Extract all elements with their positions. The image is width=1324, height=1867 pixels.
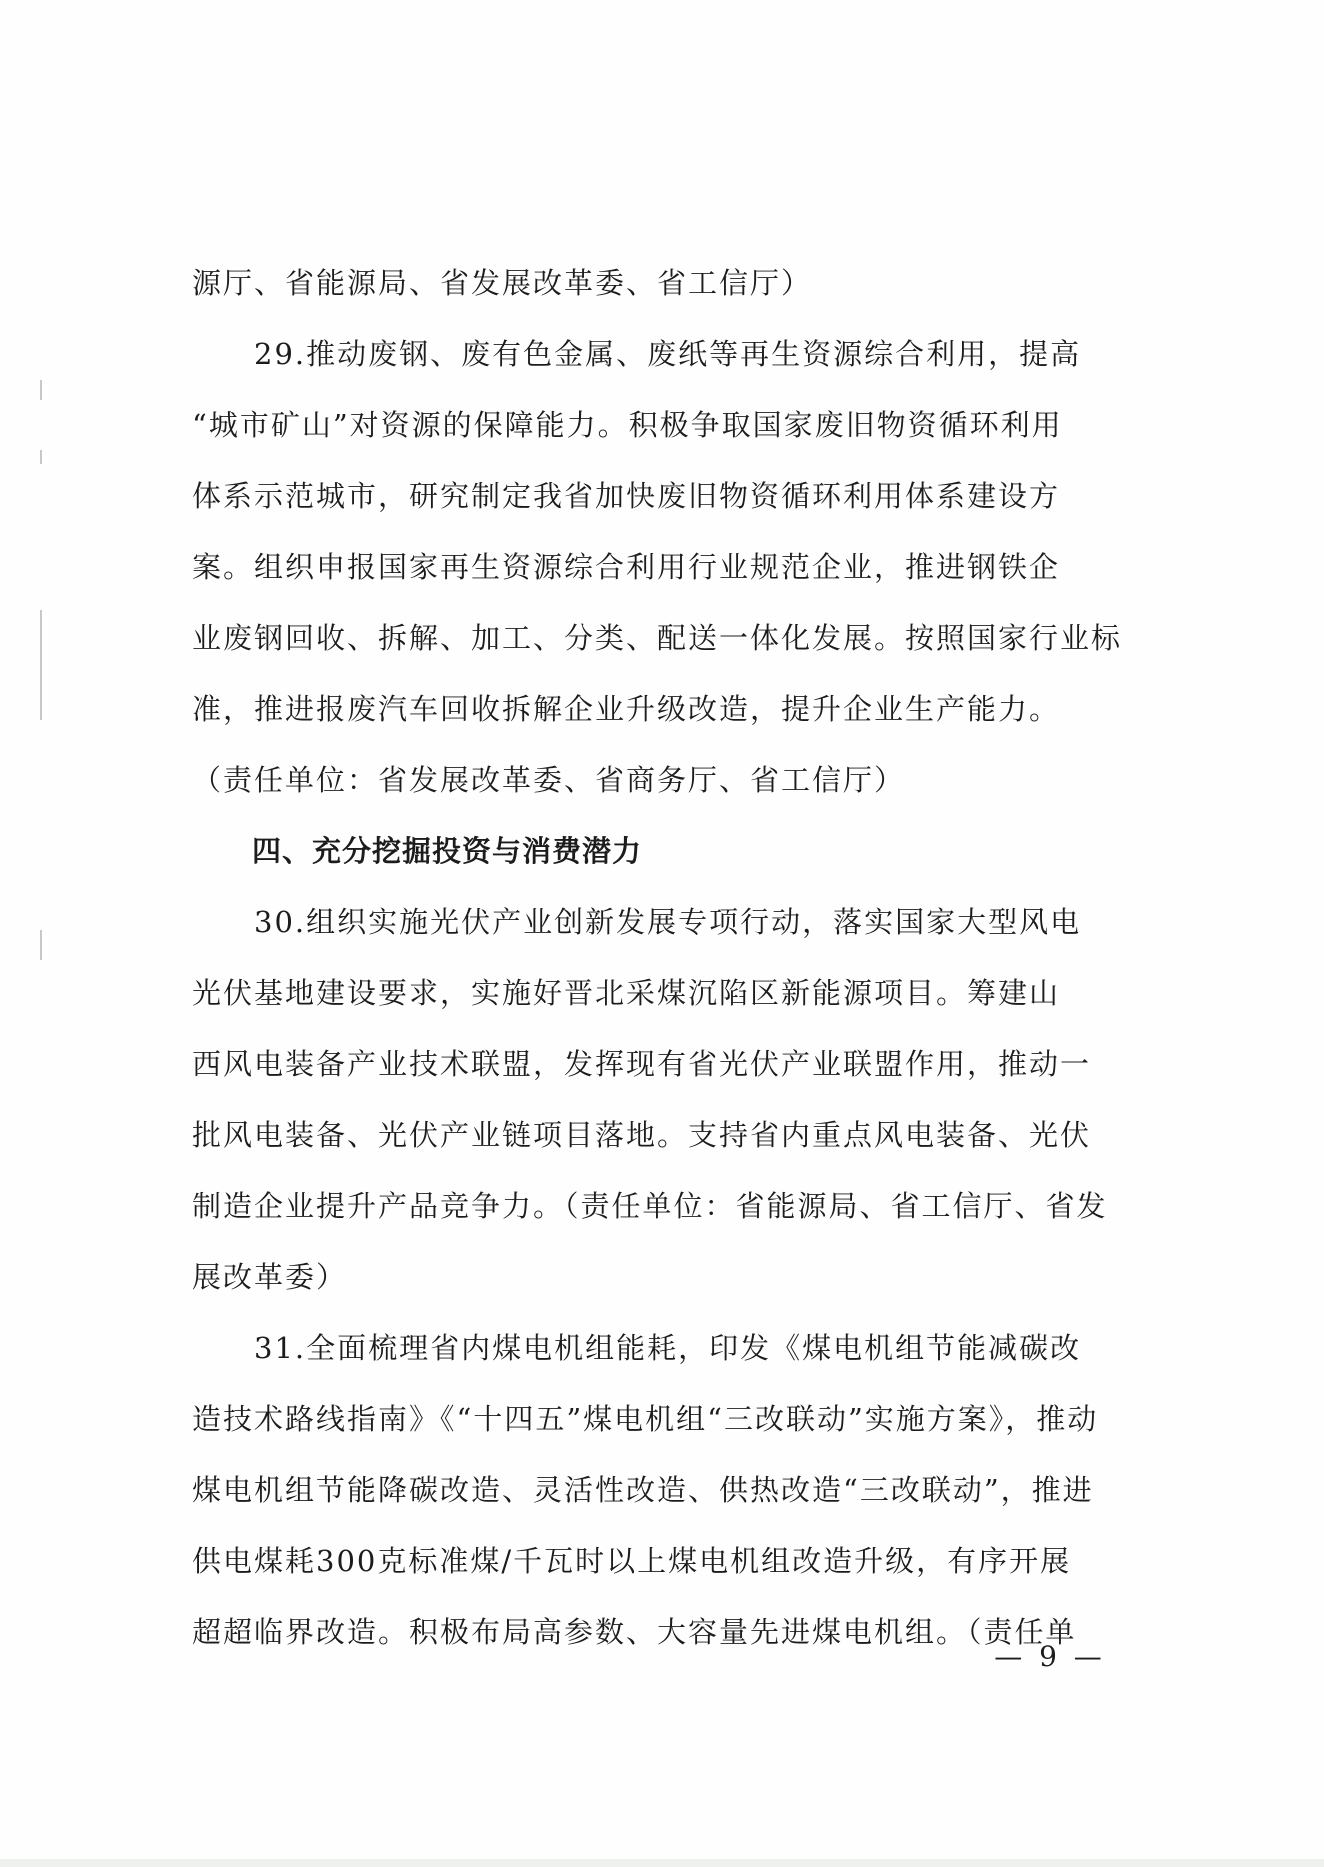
scan-artifact-mark: [40, 450, 42, 464]
scan-bottom-edge: [0, 1859, 1324, 1867]
body-text: [192, 248, 1122, 1668]
section-heading: 四、充分挖掘投资与消费潜力: [192, 834, 643, 868]
text-line: 造技术路线指南》《“十四五”煤电机组“三改联动”实施方案》，推动: [192, 1402, 1099, 1436]
text-line: “城市矿山”对资源的保障能力。积极争取国家废旧物资循环利用: [192, 408, 1063, 442]
text-line: 案。组织申报国家再生资源综合利用行业规范企业，推进钢铁企: [192, 550, 1061, 584]
text-line: 30.组织实施光伏产业创新发展专项行动，落实国家大型风电: [192, 905, 1082, 939]
text-line: 光伏基地建设要求，实施好晋北采煤沉陷区新能源项目。筹建山: [192, 976, 1061, 1010]
text-line: 制造企业提升产品竞争力。（责任单位：省能源局、省工信厅、省发: [192, 1189, 1108, 1223]
text-line: 超超临界改造。积极布局高参数、大容量先进煤电机组。（责任单: [192, 1615, 1077, 1649]
text-line: 源厅、省能源局、省发展改革委、省工信厅）: [192, 266, 813, 300]
text-line: 展改革委）: [192, 1260, 348, 1294]
text-line: 体系示范城市，研究制定我省加快废旧物资循环利用体系建设方: [192, 479, 1061, 513]
text-line: 批风电装备、光伏产业链项目落地。支持省内重点风电装备、光伏: [192, 1118, 1092, 1152]
text-line: 供电煤耗300克标准煤/千瓦时以上煤电机组改造升级，有序开展: [192, 1544, 1072, 1578]
text-line: 西风电装备产业技术联盟，发挥现有省光伏产业联盟作用，推动一: [192, 1047, 1092, 1081]
text-line: 31.全面梳理省内煤电机组能耗，印发《煤电机组节能减碳改: [192, 1331, 1082, 1365]
scan-artifact-mark: [40, 930, 42, 960]
text-line: 煤电机组节能降碳改造、灵活性改造、供热改造“三改联动”，推进: [192, 1473, 1094, 1507]
text-line: 29.推动废钢、废有色金属、废纸等再生资源综合利用，提高: [192, 337, 1082, 371]
scan-artifact-mark: [40, 610, 42, 720]
page-number: — 9 —: [994, 1640, 1106, 1673]
text-line: （责任单位：省发展改革委、省商务厅、省工信厅）: [192, 763, 906, 797]
text-line: 准，推进报废汽车回收拆解企业升级改造，提升企业生产能力。: [192, 692, 1061, 726]
text-line: 业废钢回收、拆解、加工、分类、配送一体化发展。按照国家行业标: [192, 621, 1123, 655]
scan-artifact-mark: [40, 380, 42, 400]
